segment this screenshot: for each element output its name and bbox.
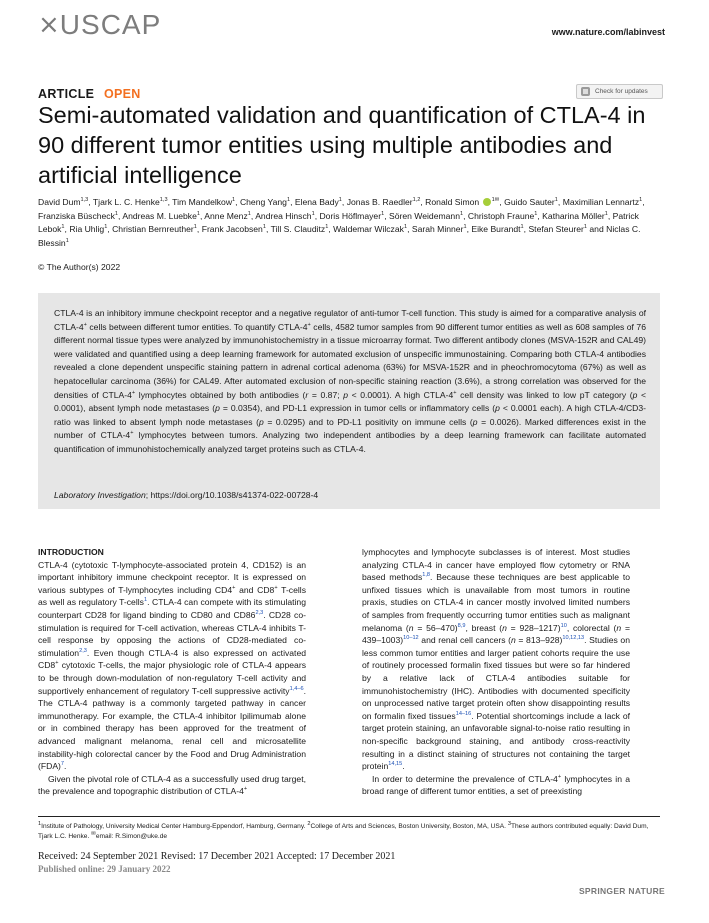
copyright-notice: © The Author(s) 2022 [38,262,121,272]
intro-paragraph-2: Given the pivotal role of CTLA-4 as a successfully used drug target, the prevalence and topographic distribution of CTLA-4+ [38,773,306,797]
footnote-divider [38,816,660,817]
uscap-logo [38,10,168,40]
body-column-right [362,546,630,798]
intro-paragraph-3: In order to determine the prevalence of CTLA-4+ lymphocytes in a broad range of different tumor entities, a set of preexisting [362,773,630,797]
body-column-left [38,546,306,798]
uscap-logo-mark: ⨯ [38,10,58,40]
check-updates-icon [581,87,590,96]
journal-url-link[interactable]: www.nature.com/labinvest [551,27,665,37]
abstract-text: CTLA-4 is an inhibitory immune checkpoint receptor and a negative regulator of anti-tumor T-cell function. This study is aimed for a comparative analysis of CTLA-4+ cells between different tumor entities. To quantify CTLA-4+ cells, 4582 tumor samples from 90 different tumor entities as well as 608 samples of 76 different normal tissue types were analyzed by immunohistochemistry in a tissue microarray format. Two different antibody clones (MSVA-152R and CAL49) were validated and quantified using a deep learning framework for automated exclusion of unspecific immunostaining. Comparing both CTLA-4 antibodies revealed a clone dependent unspecific staining pattern in adrenal cortical adenoma (63%) for MSVA-152R and in pheochromocytoma (67%) as well as hepatocellular carcinoma (36%) for CAL49. After automated exclusion of non-specific staining reaction (3.6%), a strong correlation was observed for the densities of CTLA-4+ lymphocytes obtained by both antibodies (r = 0.87; p < 0.0001). A high CTLA-4+ cell density was linked to low pT category (p < 0.0001), absent lymph node metastases (p = 0.0354), and PD-L1 expression in tumor cells or inflammatory cells (p < 0.0001 each). A high CTLA-4/CD3-ratio was linked to absent lymph node metastases (p = 0.0295) and to PD-L1 positivity on immune cells (p = 0.0026). Marked differences exist in the number of CTLA-4+ lymphocytes between tumors. Analyzing two independent antibodies by a deep learning framework can facilitate automated quantification of immunohistochemically analyzed target proteins such as CTLA-4. [54,308,647,454]
check-updates-label: Check for updates [595,88,648,95]
author-list: David Dum$^{1,3}$, Tjark L. C. Henke$^{1,3}$, Tim Mandelkow$^1$, Cheng Yang$^1$, Elena Bady$^1$, Jonas B. Raedler$^{1,2}$, Ronald Simon $^{1✉}$, Guido Sauter$^1$, Maximilian Lennartz$^1$, Franziska Büscheck$^1$, Andreas M. Luebke$^1$, Anne Menz$^1$, Andrea Hinsch$^1$, Doris Höflmayer$^1$, Sören Weidemann$^1$, Christoph Fraune$^1$, Katharina Möller$^1$, Patrick Lebok$^1$, Ria Uhlig$^1$, Christian Bernreuther$^1$, Frank Jacobsen$^1$, Till S. Clauditz$^1$, Waldemar Wilczak$^1$, Sarah Minner$^1$, Eike Burandt$^1$, Stefan Steurer$^1$ and Niclas C. Blessin$^1$ [38,197,645,248]
open-access-label: OPEN [104,87,141,101]
intro-paragraph-2-continued: lymphocytes and lymphocyte subclasses is of interest. Most studies analyzing CTLA-4 in cancer have employed flow cytometry or RNA based methods$^{1,8}$. Because these techniques are best applicable to unfixed tissues which is unavailable from most tumors in routine praxis, studies on CTLA-4 in cancer mostly involved limited numbers of samples from frequently occurring tumor entities such as malignant melanoma (n = 56–470)$^{8,9}$, breast (n = 928–1217)$^{10}$, colorectal (n = 439–1003)$^{10-12}$ and renal cell cancers (n = 813–928)$^{10,12,13}$. Studies on less common tumor entities and larger patient cohorts require the use of routinely processed formalin fixed tissues but were so far hindered by a relative lack of CTLA-4 antibodies suitable for immunohistochemistry (IHC). Antibodies with documented specificity on unprocessed native target protein often show disappointing results on formalin fixed tissues$^{14-16}$. Potential shortcomings include a lack of target protein staining, an unfavorable signal-to-noise ratio resulting in non-specific background staining, and antibody cross-reactivity resulting in a distinct staining of structures not containing the target protein$^{14,15}$. [362,547,631,772]
uscap-logo-text: USCAP [59,9,162,40]
springer-nature-logo: SPRINGER NATURE [578,886,665,896]
citation-doi-link[interactable]: Laboratory Investigation; https://doi.org/10.1038/s41374-022-00728-4 [54,490,319,500]
check-for-updates-button[interactable] [576,84,663,99]
introduction-heading: INTRODUCTION [38,547,104,557]
intro-paragraph-1: CTLA-4 (cytotoxic T-lymphocyte-associated protein 4, CD152) is an important inhibitory immune checkpoint receptor. It is expressed on various subtypes of T-lymphocytes including CD4+ and CD8+ T-cells as well as regulatory T-cells$^1$. CTLA-4 can compete with its stimulating counterpart CD28 for ligand binding to CD80 and CD86$^{2,3}$. CD28 co-stimulation is required for T-cell activation, whereas CTLA-4 inhibits T-cell response by opposing the actions of CD28-mediated co-stimulation$^{2,3}$. Even though CTLA-4 is also expressed on activated CD8+ cytotoxic T-cells, the major physiologic role of CTLA-4 appears to be through down-modulation of non-regulatory T-cell activity and supportively enhancement of regulatory T-cell suppressive activity$^{1,4-6}$. The CTLA-4 pathway is a commonly targeted pathway in cancer immunotherapy. For example, the CTLA-4 inhibitor Ipilimumab alone or in combined therapy has been approved for the treatment of advanced malignant melanoma, renal cell and microsatellite instability-high colorectal cancer by the Food and Drug Administration (FDA)$^7$. [38,559,306,772]
received-dates: Received: 24 September 2021 Revised: 17 December 2021 Accepted: 17 December 2021 [38,851,396,862]
article-type-label: ARTICLE [38,87,95,101]
affiliation-footnote: $^1$Institute of Pathology, University Medical Center Hamburg-Eppendorf, Hamburg, Germany. $^2$College of Arts and Sciences, Boston University, Boston, MA, USA. $^3$These authors contributed equally: David Dum, Tjark L.C. Henke. ✉email: R.Simon@uke.de [38,820,649,840]
published-date: Published online: 29 January 2022 [38,864,171,874]
article-title: Semi-automated validation and quantification of CTLA-4 in 90 different tumor entities using multiple antibodies and artificial intelligence [38,102,646,188]
